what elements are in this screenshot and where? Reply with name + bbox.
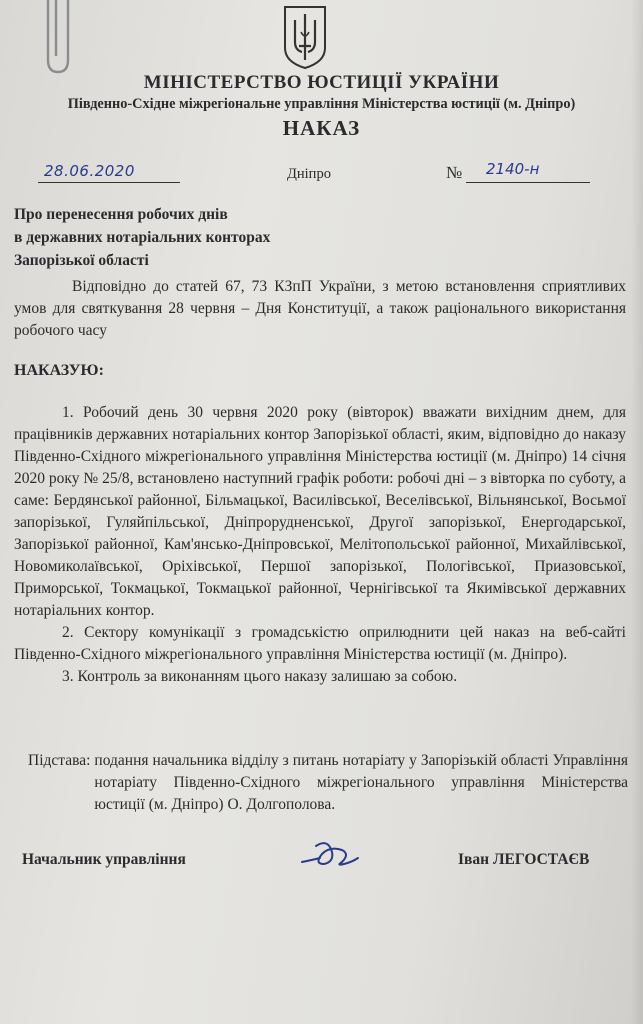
subject-line: Запорізької області [14,252,149,269]
order-item: 1. Робочий день 30 червня 2020 року (вівторок) вважати вихідним днем, для працівників державних нотаріальних контор Запорізької області, яким, відповідно до наказу Південно-Східного міжрегіонального управління Міністерства юстиції (м. Дніпро) 14 січня 2020 року № 25/8, встановлено наступний графік роботи: робочі дні – з вівторка по суботу, а саме: Бердянської районної, Більмацької, Василівської, Веселівської, Вільнянської, Восьмої запорізької, Гуляйпільської, Дніпрорудненської, Другої запорізької, Енергодарської, Запорізької районної, Кам'янсько-Дніпровської, Мелітопольської районної, Михайлівської, Новомиколаївської, Оріхівської, Першої запорізької, Пологівської, Приазовської, Приморської, Токмацької, Токмацької районної, Чернігівської та Якимівської державних нотаріальних контор. [14,404,626,619]
document-type: НАКАЗ [282,116,361,140]
date-underline [38,182,180,183]
basis-block [28,750,628,816]
paper-clip-icon [18,0,78,80]
preamble [14,276,626,342]
handwritten-date: 28.06.2020 [44,162,135,180]
coat-of-arms-icon [282,4,328,70]
subject-line: Про перенесення робочих днів [14,206,228,223]
order-item: 2. Сектору комунікації з громадськістю оприлюднити цей наказ на веб-сайті Південно-Східного міжрегіонального управління Міністерства юстиції (м. Дніпро). [14,624,626,663]
ministry-title: МІНІСТЕРСТВО ЮСТИЦІЇ УКРАЇНИ [143,72,500,93]
order-item: 3. Контроль за виконанням цього наказу залишаю за собою. [62,668,458,685]
department-title: Південно-Східне міжрегіональне управління Міністерства юстиції (м. Дніпро) [67,96,576,112]
signatory-position: Начальник управління [22,851,186,868]
subject-line: в державних нотаріальних конторах [14,229,271,246]
number-label: № [446,163,463,182]
order-keyword: НАКАЗУЮ: [14,362,104,379]
basis-text: подання начальника відділу з питань нотаріату у Запорізькій області Управління нотаріату Південно-Східного міжрегіонального управління Міністерства юстиції (м. Дніпро) О. Долгополова. [94,752,628,813]
order-items [14,402,626,688]
subject-block [14,203,270,272]
basis-label: Підстава: [28,752,91,769]
number-underline [466,182,590,183]
signatory-name: Іван ЛЕГОСТАЄВ [458,851,590,868]
page-shadow [631,0,643,1024]
handwritten-number: 2140-н [486,160,540,178]
city: Дніпро [287,166,331,182]
handwritten-signature [298,836,362,872]
preamble-text: Відповідно до статей 67, 73 КЗпП України, з метою встановлення сприятливих умов для святкування 28 червня – Дня Конституції, а також раціонального використання робочого часу [14,278,626,339]
